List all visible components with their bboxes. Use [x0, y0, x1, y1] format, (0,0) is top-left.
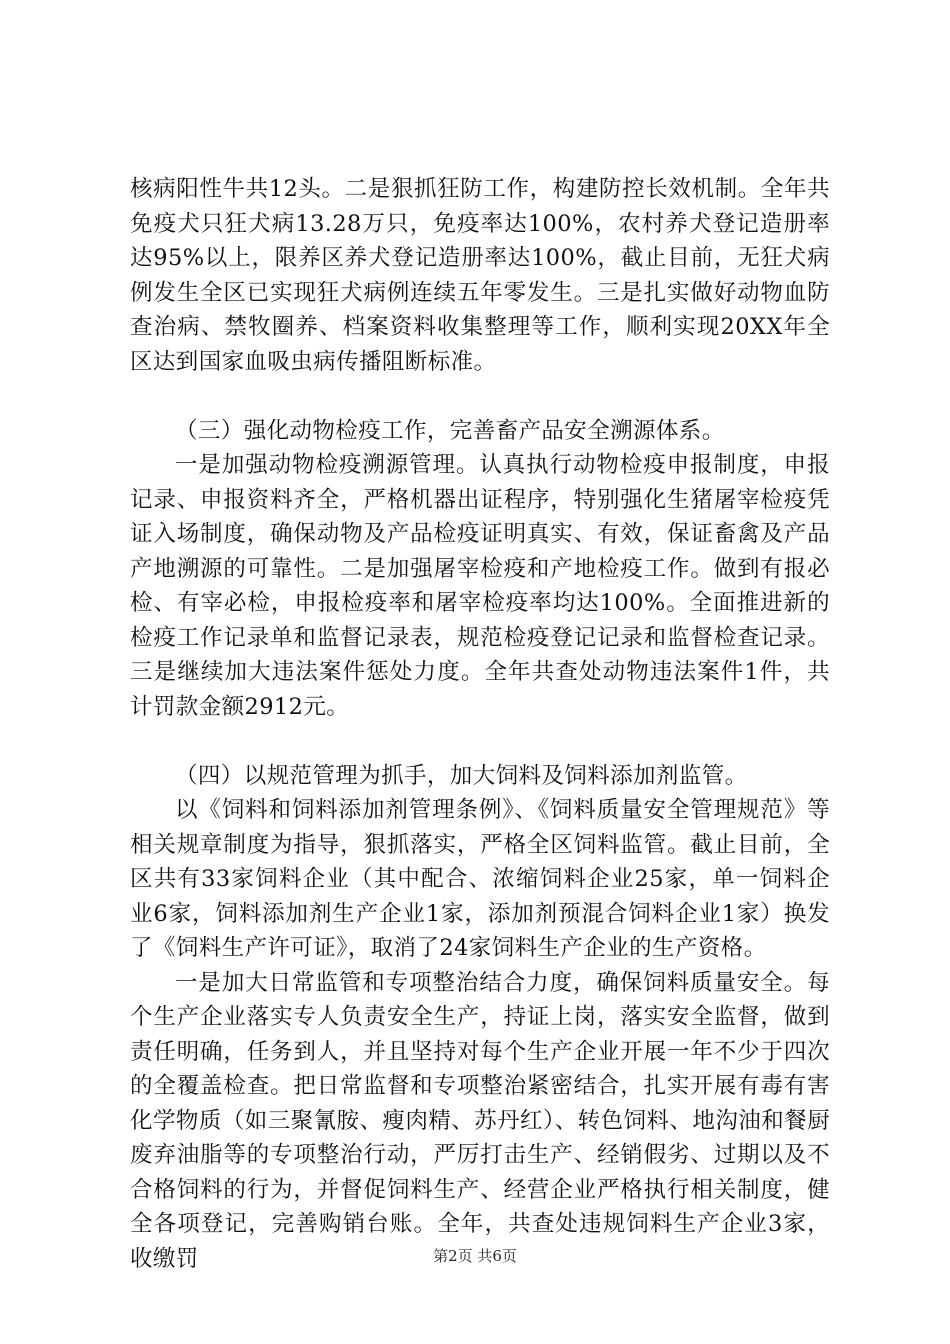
section-heading-3: （三）强化动物检疫工作，完善畜产品安全溯源体系。	[175, 417, 725, 444]
section-heading-4: （四）以规范管理为抓手，加大饲料及饲料添加剂监管。	[175, 762, 748, 789]
paragraph-feed-regulation: 以《饲料和饲料添加剂管理条例》、《饲料质量安全管理规范》等相关规章制度为指导，狠抓落实，严格全区饲料监管。截止目前，全区共有33家饲料企业（其中配合、浓缩饲料企业25家，单一饲料企业6家，饲料添加剂生产企业1家，添加剂预混合饲料企业1家）换发了《饲料生产许可证》，取消了24家饲料生产企业的生产资格。	[130, 797, 830, 961]
document-body	[130, 172, 830, 1276]
paragraph-animal-quarantine: 一是加强动物检疫溯源管理。认真执行动物检疫申报制度，申报记录、申报资料齐全，严格机器出证程序，特别强化生猪屠宰检疫凭证入场制度，确保动物及产品检疫证明真实、有效，保证畜禽及产品产地溯源的可靠性。二是加强屠宰检疫和产地检疫工作。做到有报必检、有宰必检，申报检疫率和屠宰检疫率均达100%。全面推进新的检疫工作记录单和监督记录表，规范检疫登记记录和监督检查记录。三是继续加大违法案件惩处力度。全年共查处动物违法案件1件，共计罚款金额2912元。	[130, 452, 830, 720]
paragraph-feed-supervision: 一是加大日常监管和专项整治结合力度，确保饲料质量安全。每个生产企业落实专人负责安全生产，持证上岗，落实安全监督，做到责任明确，任务到人，并且坚持对每个生产企业开展一年不少于四次的全覆盖检查。把日常监督和专项整治紧密结合，扎实开展有毒有害化学物质（如三聚氰胺、瘦肉精、苏丹红）、转色饲料、地沟油和餐厨废弃油脂等的专项整治行动，严厉打击生产、经销假劣、过期以及不合格饲料的行为，并督促饲料生产、经营企业严格执行相关制度，健全各项登记，完善购销台账。全年，共查处违规饲料生产企业3家，收缴罚	[130, 969, 830, 1272]
page-footer: 第2页 共6页	[433, 1247, 517, 1265]
paragraph-rabies-prevention: 核病阳性牛共12头。二是狠抓狂防工作，构建防控长效机制。全年共免疫犬只狂犬病13.28万只，免疫率达100%，农村养犬登记造册率达95%以上，限养区养犬登记造册率达100%，截止目前，无狂犬病例发生全区已实现狂犬病例连续五年零发生。三是扎实做好动物血防查治病、禁牧圈养、档案资料收集整理等工作，顺利实现20XX年全区达到国家血吸虫病传播阻断标准。	[130, 176, 830, 375]
